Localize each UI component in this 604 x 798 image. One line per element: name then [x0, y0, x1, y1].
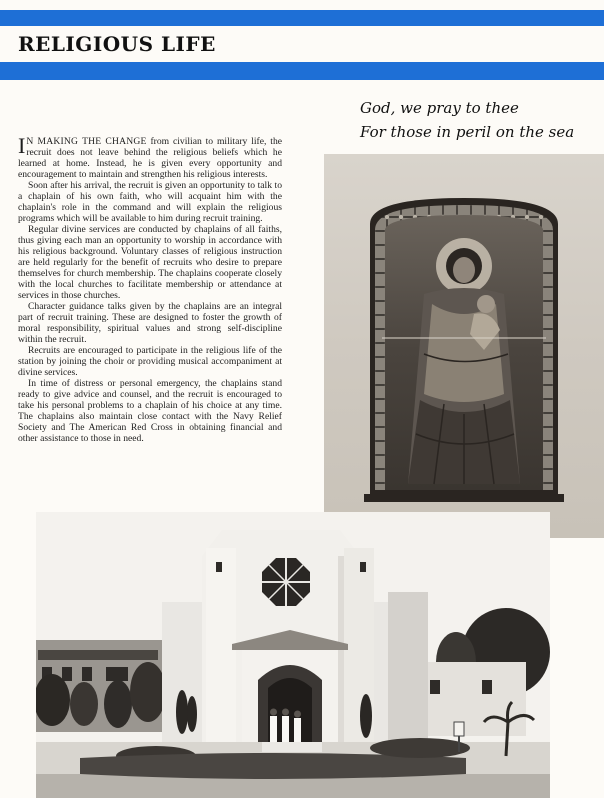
paragraph-1-text: from civilian to military life, the recruit does not leave behind the religious beliefs which he learned at home. Instead, he is given every opportunity and encouragement to maintain and strengthen his religious interests. — [18, 136, 282, 180]
article-paragraph-1 — [18, 133, 282, 180]
stained-glass-photo — [324, 154, 604, 538]
verse-line-1: God, we pray to thee — [360, 99, 519, 117]
chapel-exterior-photo — [36, 512, 550, 798]
chapel-exterior-image — [36, 512, 550, 798]
stained-glass-window-image — [324, 154, 604, 538]
drop-cap: I — [18, 133, 26, 158]
verse-line-2: For those in peril on the sea — [360, 123, 575, 141]
header-band-bottom — [0, 62, 604, 80]
lead-in: N MAKING THE CHANGE — [26, 136, 147, 147]
article-body — [18, 133, 282, 444]
header-band-top — [0, 10, 604, 26]
hymn-verse — [360, 96, 600, 144]
article-paragraph-2: Soon after his arrival, the recruit is given an opportunity to talk to a chaplain of his own faith, who will acquaint him with the chaplain's role in the command and will explain the religious programs which will be available to him during recruit training. — [18, 180, 282, 224]
page-title: RELIGIOUS LIFE — [18, 32, 216, 56]
article-paragraph-5: Recruits are encouraged to participate in the religious life of the station by joining the choir or providing musical accompaniment at divine services. — [18, 345, 282, 378]
article-paragraph-3: Regular divine services are conducted by chaplains of all faiths, thus giving each man an opportunity to worship in accordance with his religious background. Voluntary classes of religious instruction are held regularly for the benefit of recruits who desire to prepare themselves for church membership. The chaplains cooperate closely with the local churches to facilitate membership or attendance at services in those churches. — [18, 224, 282, 301]
article-paragraph-6: In time of distress or personal emergency, the chaplains stand ready to give advice and counsel, and the recruit is encouraged to take his personal problems to a chaplain of his choice at any time. The chaplains also maintain close contact with the Navy Relief Society and The American Red Cross in obtaining financial and other assistance to those in need. — [18, 378, 282, 444]
article-paragraph-4: Character guidance talks given by the chaplains are an integral part of recruit training. These are designed to foster the growth of moral responsibility, spiritual values and strong self-discipline within the recruit. — [18, 301, 282, 345]
